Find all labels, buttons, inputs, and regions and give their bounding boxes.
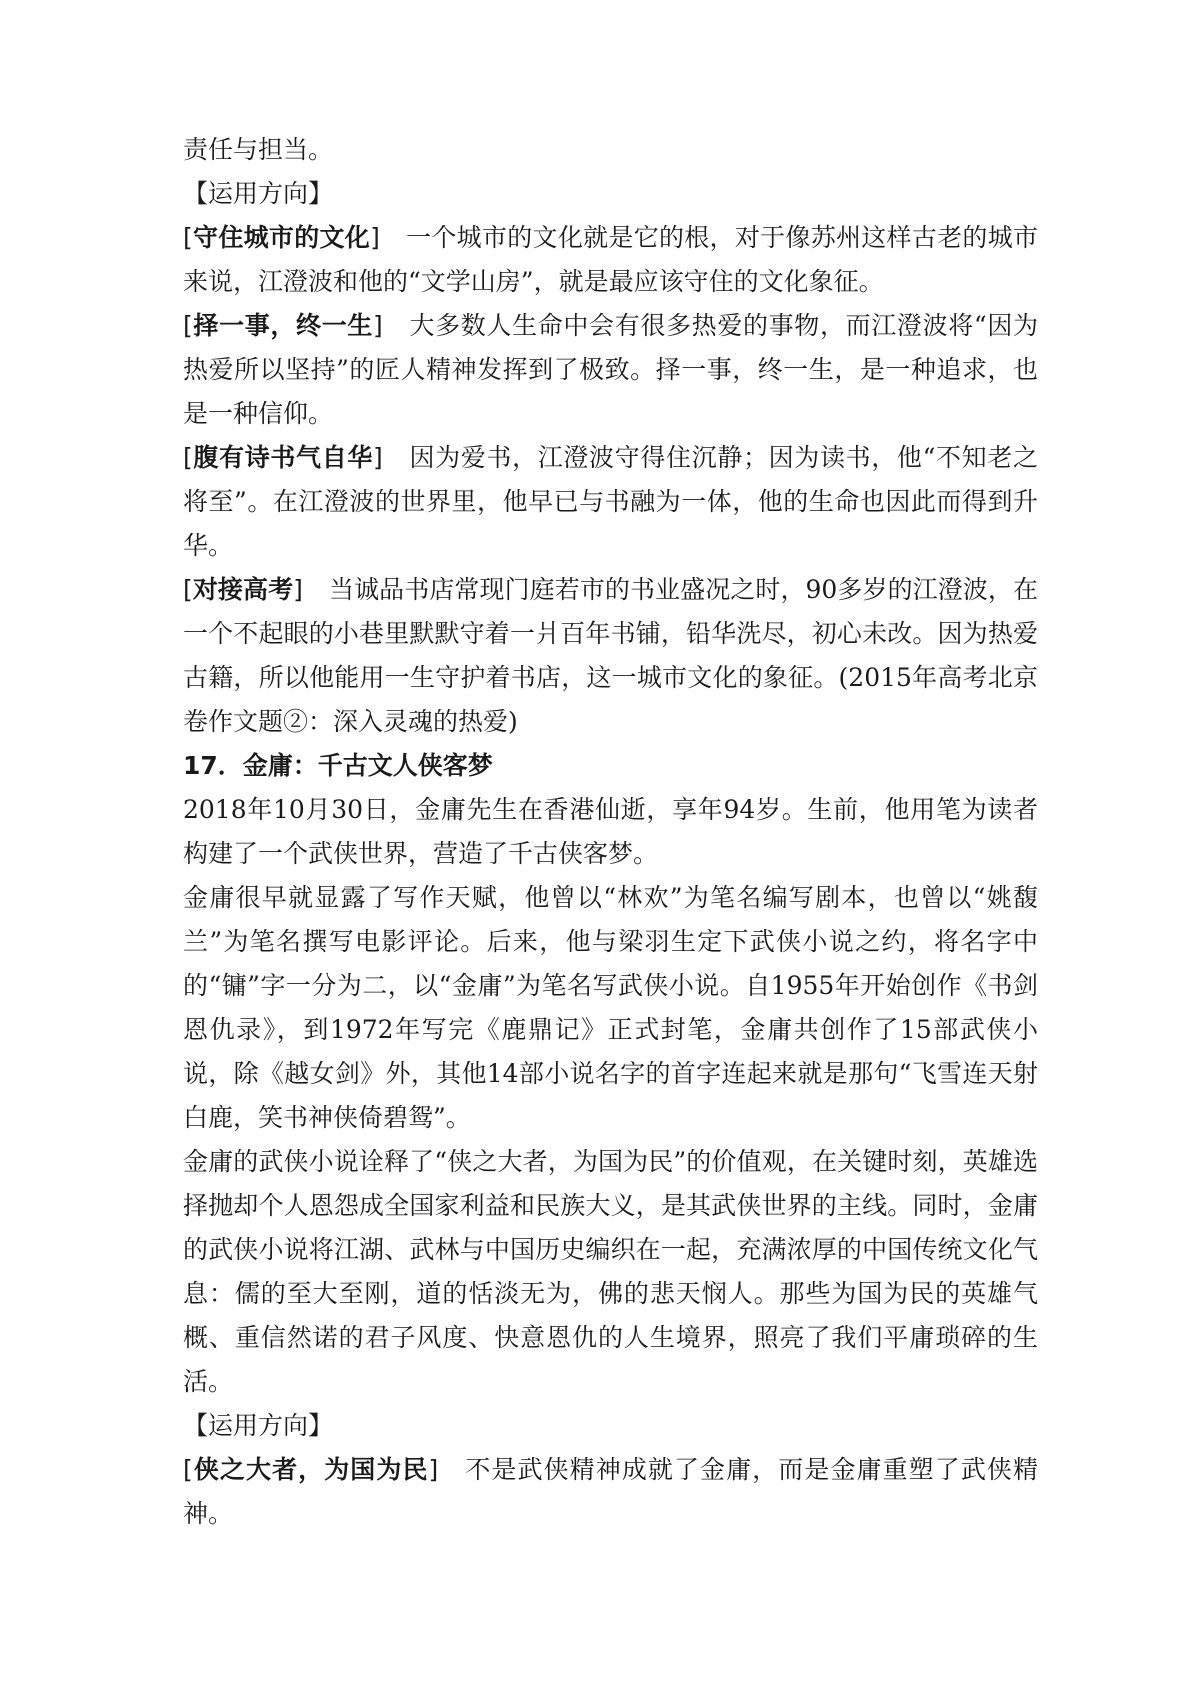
usage-heading: 【运用方向】 xyxy=(183,179,334,208)
usage-tag-label: 择一事，终一生 xyxy=(192,311,374,340)
usage-tag: [守住城市的文化] xyxy=(183,223,380,252)
usage-heading: 【运用方向】 xyxy=(183,1411,334,1440)
usage-tag: [择一事，终一生] xyxy=(183,311,383,340)
usage-item xyxy=(183,1448,1038,1536)
usage-tag-label: 对接高考 xyxy=(192,575,294,604)
body-paragraph: 金庸很早就显露了写作天赋，他曾以“林欢”为笔名编写剧本，也曾以“姚馥兰”为笔名撰写电影评论。后来，他与梁羽生定下武侠小说之约，将名字中的“镛”字一分为二，以“金庸”为笔名写武侠小说。自1955年开始创作《书剑恩仇录》，到1972年写完《鹿鼎记》正式封笔，金庸共创作了15部武侠小说，除《越女剑》外，其他14部小说名字的首字连起来就是那句“飞雪连天射白鹿，笑书神侠倚碧鸳”。 xyxy=(183,883,1038,1132)
usage-item-text: 大多数人生命中会有很多热爱的事物，而江澄波将“因为热爱所以坚持”的匠人精神发挥到了极致。择一事，终一生，是一种追求，也是一种信仰。 xyxy=(183,311,1038,428)
usage-tag-label: 守住城市的文化 xyxy=(192,223,371,252)
usage-item xyxy=(183,304,1038,436)
usage-item-text: 因为爱书，江澄波守得住沉静；因为读书，他“不知老之将至”。在江澄波的世界里，他早已与书融为一体，他的生命也因此而得到升华。 xyxy=(183,443,1038,560)
usage-item xyxy=(183,216,1038,304)
usage-item xyxy=(183,568,1038,744)
body-paragraph: 金庸的武侠小说诠释了“侠之大者，为国为民”的价值观，在关键时刻，英雄选择抛却个人恩怨成全国家利益和民族大义，是其武侠世界的主线。同时，金庸的武侠小说将江湖、武林与中国历史编织在一起，充满浓厚的中国传统文化气息：儒的至大至刚，道的恬淡无为，佛的悲天悯人。那些为国为民的英雄气概、重信然诺的君子风度、快意恩仇的人生境界，照亮了我们平庸琐碎的生活。 xyxy=(183,1147,1038,1396)
usage-tag: [腹有诗书气自华] xyxy=(183,443,383,472)
usage-tag: [对接高考] xyxy=(183,575,303,604)
usage-item xyxy=(183,436,1038,568)
usage-item-text: 不是武侠精神成就了金庸，而是金庸重塑了武侠精神。 xyxy=(183,1455,1038,1528)
document-page xyxy=(183,128,1038,1536)
section-heading: 17．金庸：千古文人侠客梦 xyxy=(183,751,493,780)
usage-tag: [侠之大者，为国为民] xyxy=(183,1455,439,1484)
usage-item-text: 一个城市的文化就是它的根，对于像苏州这样古老的城市来说，江澄波和他的“文学山房”，就是最应该守住的文化象征。 xyxy=(183,223,1038,296)
usage-item-text: 当诚品书店常现门庭若市的书业盛况之时，90多岁的江澄波，在一个不起眼的小巷里默默守着一爿百年书铺，铅华洗尽，初心未改。因为热爱古籍，所以他能用一生守护着书店，这一城市文化的象征。(2015年高考北京卷作文题②：深入灵魂的热爱) xyxy=(183,575,1038,736)
usage-tag-label: 腹有诗书气自华 xyxy=(192,443,374,472)
intro-tail-text: 责任与担当。 xyxy=(183,135,334,164)
body-paragraph: 2018年10月30日，金庸先生在香港仙逝，享年94岁。生前，他用笔为读者构建了一个武侠世界，营造了千古侠客梦。 xyxy=(183,795,1038,868)
usage-tag-label: 侠之大者，为国为民 xyxy=(192,1455,429,1484)
